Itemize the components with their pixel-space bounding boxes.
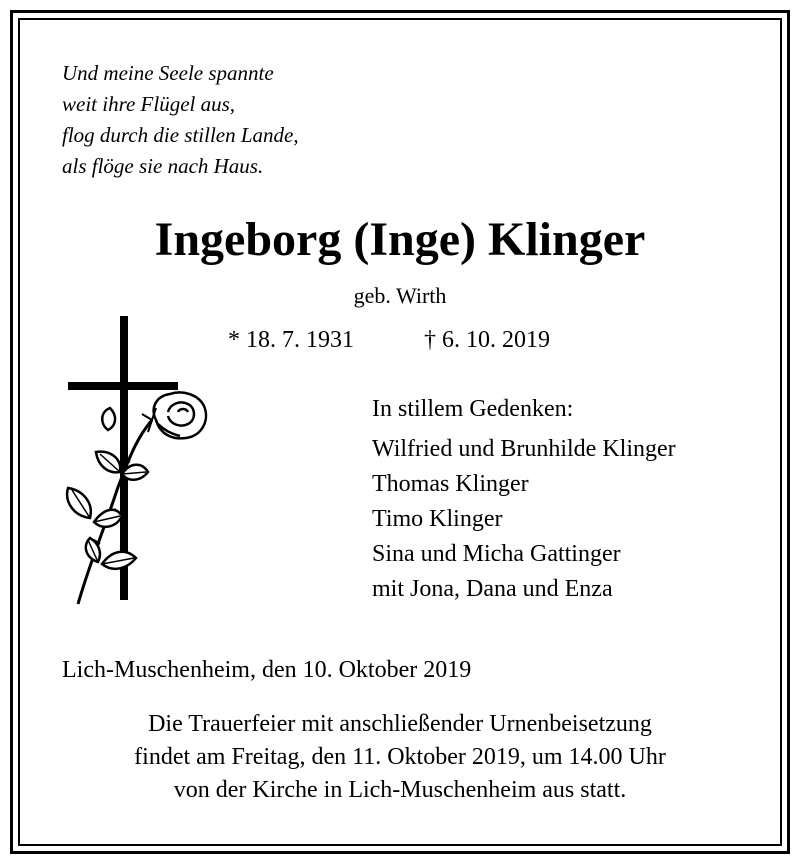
birth-date: * 18. 7. 1931 [228,327,354,353]
mourners-list [372,432,676,607]
cross-with-rose-icon [60,312,220,612]
place-and-date: Lich-Muschenheim, den 10. Oktober 2019 [62,657,472,683]
list-item: Wilfried und Brunhilde Klinger [372,436,676,462]
poem [62,58,299,182]
list-item: Sina und Micha Gattinger [372,541,621,567]
list-item: mit Jona, Dana und Enza [372,576,613,602]
funeral-line: findet am Freitag, den 11. Oktober 2019, um 14.00 Uhr [134,744,666,770]
funeral-notice [0,708,800,807]
poem-line: als flöge sie nach Haus. [62,154,264,178]
birth-name: geb. Wirth [353,283,447,308]
list-item: Thomas Klinger [372,471,529,497]
funeral-line: von der Kirche in Lich-Muschenheim aus statt. [173,777,627,803]
death-date: † 6. 10. 2019 [424,327,550,353]
poem-line: flog durch die stillen Lande, [62,123,299,147]
list-item: Timo Klinger [372,506,503,532]
deceased-name: Ingeborg (Inge) Klinger [154,213,646,266]
poem-line: weit ihre Flügel aus, [62,92,236,116]
funeral-line: Die Trauerfeier mit anschließender Urnenbeisetzung [148,711,652,737]
poem-line: Und meine Seele spannte [62,61,274,85]
mourning-intro: In stillem Gedenken: [372,396,574,422]
